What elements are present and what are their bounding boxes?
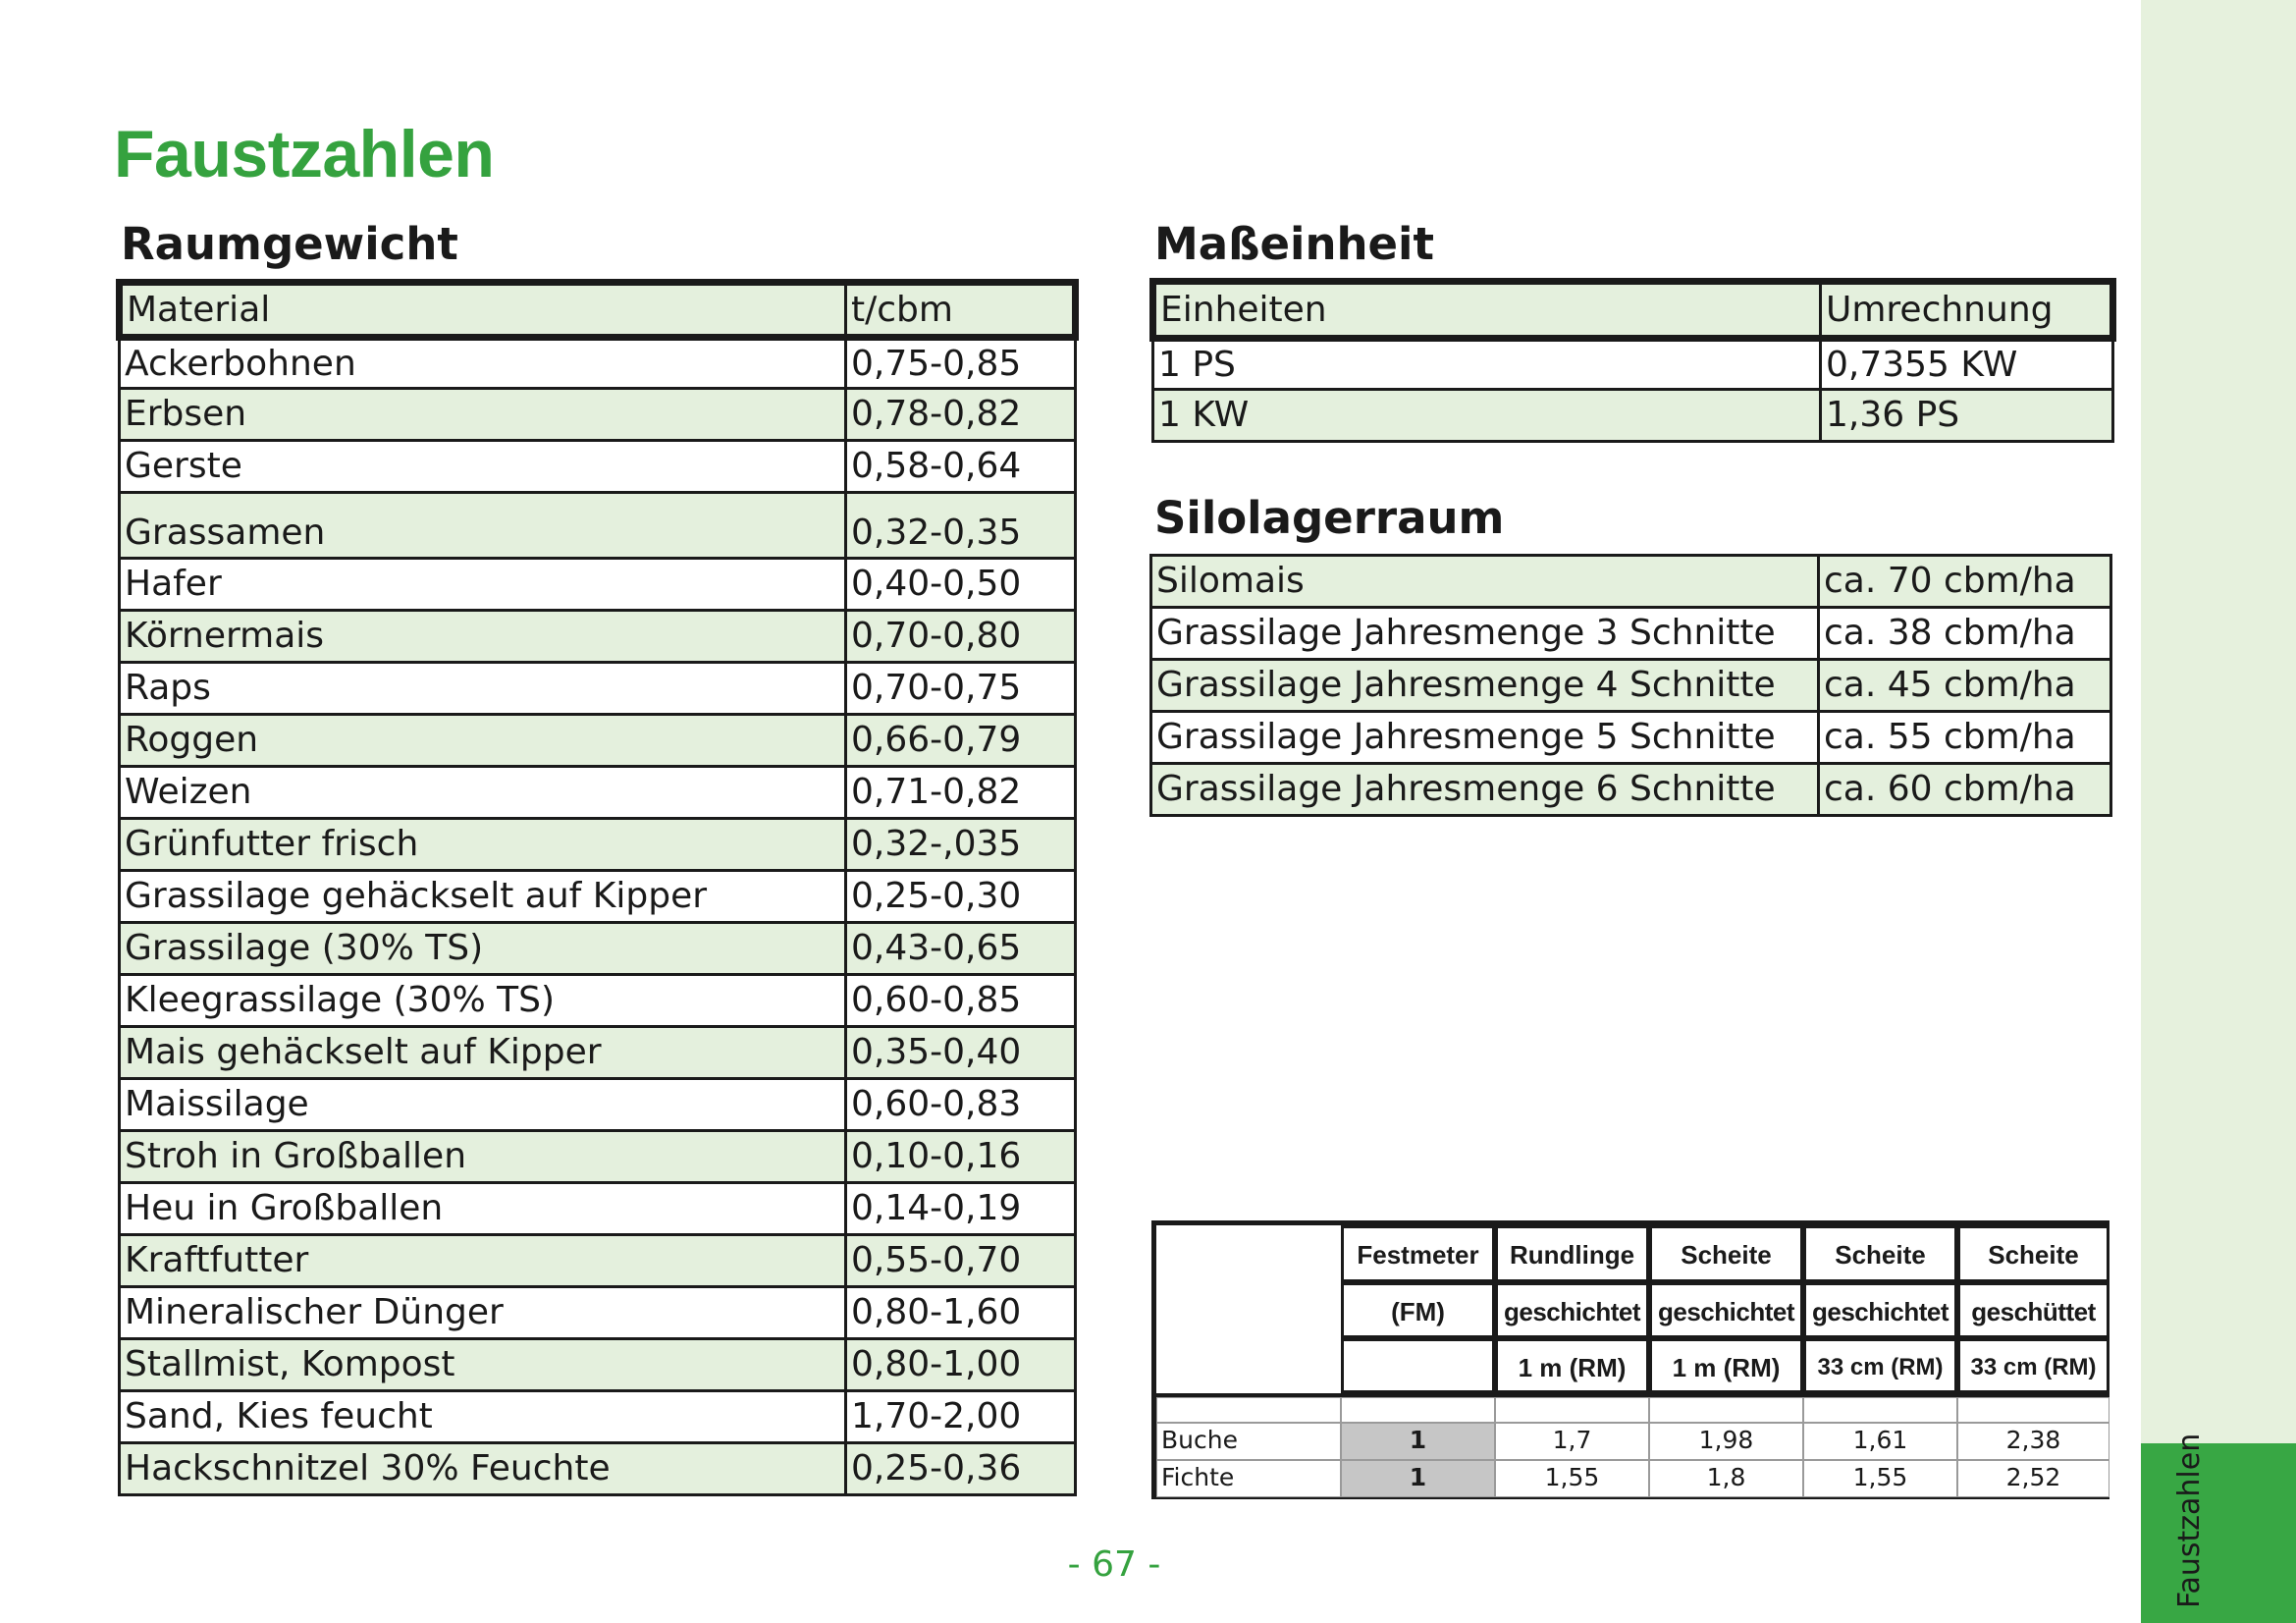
wood-value: 1,98: [1649, 1423, 1803, 1460]
cell-value: 1,70-2,00: [846, 1391, 1076, 1443]
cell-value: 0,32-,035: [846, 819, 1076, 871]
column-header: Material: [120, 283, 846, 338]
cell-material: Grünfutter frisch: [120, 819, 846, 871]
cell-silo-volume: ca. 60 cbm/ha: [1819, 764, 2111, 816]
cell-silo-type: Grassilage Jahresmenge 4 Schnitte: [1151, 660, 1819, 712]
wood-species: Buche: [1156, 1423, 1341, 1460]
cell-material: Sand, Kies feucht: [120, 1391, 846, 1443]
wood-header-cell: (FM): [1341, 1282, 1495, 1338]
wood-header-cell: 1 m (RM): [1649, 1338, 1803, 1393]
wood-value: 1: [1341, 1423, 1495, 1460]
cell-value: 0,55-0,70: [846, 1235, 1076, 1287]
cell-material: Heu in Großballen: [120, 1183, 846, 1235]
wood-value: 1,55: [1803, 1460, 1957, 1497]
cell-value: 0,35-0,40: [846, 1027, 1076, 1079]
cell-value: 0,66-0,79: [846, 715, 1076, 767]
wood-spacer-cell: [1156, 1397, 1341, 1423]
wood-spacer-cell: [1649, 1397, 1803, 1423]
table-row: [120, 1287, 1076, 1339]
wood-header-cell: Scheite: [1957, 1225, 2109, 1282]
table-row: [120, 663, 1076, 715]
cell-material: Gerste: [120, 441, 846, 493]
page-title: Faustzahlen: [114, 117, 495, 191]
wood-value: 1,61: [1803, 1423, 1957, 1460]
wood-header-cell: 33 cm (RM): [1957, 1338, 2109, 1393]
table-row: [120, 1235, 1076, 1287]
table-row: [120, 1183, 1076, 1235]
cell-value: 0,40-0,50: [846, 559, 1076, 611]
cell-value: 0,25-0,36: [846, 1443, 1076, 1495]
table-row: [120, 1079, 1076, 1131]
side-tab[interactable]: [2141, 1443, 2296, 1623]
cell-unit: 1 KW: [1153, 390, 1821, 442]
wood-value: 1: [1341, 1460, 1495, 1497]
cell-material: Grassilage (30% TS): [120, 923, 846, 975]
cell-material: Mais gehäckselt auf Kipper: [120, 1027, 846, 1079]
cell-material: Weizen: [120, 767, 846, 819]
cell-value: 0,60-0,83: [846, 1079, 1076, 1131]
column-header: t/cbm: [846, 283, 1076, 338]
table-row: [120, 493, 1076, 559]
wood-value: 1,55: [1495, 1460, 1649, 1497]
table-row: [120, 389, 1076, 441]
table-row: [120, 1131, 1076, 1183]
cell-material: Grassamen: [120, 493, 846, 559]
cell-material: Maissilage: [120, 1079, 846, 1131]
cell-material: Stroh in Großballen: [120, 1131, 846, 1183]
table-row: [1151, 712, 2111, 764]
cell-value: 0,71-0,82: [846, 767, 1076, 819]
table-header-row: [1153, 282, 2113, 339]
cell-value: 0,58-0,64: [846, 441, 1076, 493]
table-row: [120, 441, 1076, 493]
cell-material: Körnermais: [120, 611, 846, 663]
table-row: [120, 1391, 1076, 1443]
table-row: [120, 767, 1076, 819]
table-row: [1153, 339, 2113, 390]
wood-header-cell: 33 cm (RM): [1803, 1338, 1957, 1393]
wood-value: 2,38: [1957, 1423, 2109, 1460]
table-row: [120, 1443, 1076, 1495]
table-row: [1151, 764, 2111, 816]
masseinheit-table: [1149, 278, 2116, 443]
wood-header-cell: Scheite: [1803, 1225, 1957, 1282]
table-row: [120, 1027, 1076, 1079]
cell-value: 0,70-0,80: [846, 611, 1076, 663]
wood-spacer-cell: [1495, 1397, 1649, 1423]
cell-value: 0,78-0,82: [846, 389, 1076, 441]
raumgewicht-heading: Raumgewicht: [121, 218, 458, 270]
page-number: - 67 -: [1067, 1544, 1161, 1585]
side-tab-label: Faustzahlen: [2172, 1433, 2207, 1608]
table-row: [120, 1339, 1076, 1391]
wood-spacer-cell: [1803, 1397, 1957, 1423]
cell-value: 0,80-1,60: [846, 1287, 1076, 1339]
wood-header-cell: 1 m (RM): [1495, 1338, 1649, 1393]
cell-silo-volume: ca. 55 cbm/ha: [1819, 712, 2111, 764]
wood-header-cell: geschichtet: [1803, 1282, 1957, 1338]
cell-material: Mineralischer Dünger: [120, 1287, 846, 1339]
wood-header-cell: geschüttet: [1957, 1282, 2109, 1338]
wood-header-cell: Festmeter: [1341, 1225, 1495, 1282]
table-row: [120, 819, 1076, 871]
cell-material: Roggen: [120, 715, 846, 767]
table-row: [120, 923, 1076, 975]
wood-header-cell: geschichtet: [1495, 1282, 1649, 1338]
cell-material: Kraftfutter: [120, 1235, 846, 1287]
table-row: [1153, 390, 2113, 442]
wood-spacer-cell: [1957, 1397, 2109, 1423]
cell-silo-type: Grassilage Jahresmenge 6 Schnitte: [1151, 764, 1819, 816]
cell-value: 0,32-0,35: [846, 493, 1076, 559]
cell-value: 0,14-0,19: [846, 1183, 1076, 1235]
cell-material: Erbsen: [120, 389, 846, 441]
cell-material: Hackschnitzel 30% Feuchte: [120, 1443, 846, 1495]
column-header: Einheiten: [1153, 282, 1821, 339]
table-header-row: [120, 283, 1076, 338]
cell-value: 0,75-0,85: [846, 338, 1076, 389]
cell-material: Ackerbohnen: [120, 338, 846, 389]
cell-silo-type: Silomais: [1151, 556, 1819, 608]
side-strip: [2141, 0, 2296, 1623]
wood-value: 1,7: [1495, 1423, 1649, 1460]
cell-value: 0,43-0,65: [846, 923, 1076, 975]
cell-value: 0,25-0,30: [846, 871, 1076, 923]
cell-conversion: 1,36 PS: [1821, 390, 2113, 442]
cell-material: Stallmist, Kompost: [120, 1339, 846, 1391]
wood-value: 2,52: [1957, 1460, 2109, 1497]
raumgewicht-table: [116, 279, 1079, 1496]
table-row: [120, 975, 1076, 1027]
cell-conversion: 0,7355 KW: [1821, 339, 2113, 390]
wood-header-cell: Rundlinge: [1495, 1225, 1649, 1282]
cell-material: Raps: [120, 663, 846, 715]
wood-header-cell: Scheite: [1649, 1225, 1803, 1282]
cell-value: 0,80-1,00: [846, 1339, 1076, 1391]
cell-material: Kleegrassilage (30% TS): [120, 975, 846, 1027]
cell-silo-volume: ca. 70 cbm/ha: [1819, 556, 2111, 608]
silolagerraum-table: [1149, 554, 2112, 817]
table-row: [120, 871, 1076, 923]
cell-silo-type: Grassilage Jahresmenge 3 Schnitte: [1151, 608, 1819, 660]
cell-value: 0,60-0,85: [846, 975, 1076, 1027]
table-row: [120, 611, 1076, 663]
cell-silo-volume: ca. 45 cbm/ha: [1819, 660, 2111, 712]
cell-silo-volume: ca. 38 cbm/ha: [1819, 608, 2111, 660]
table-row: [120, 715, 1076, 767]
column-header: Umrechnung: [1821, 282, 2113, 339]
wood-header-cell: geschichtet: [1649, 1282, 1803, 1338]
table-row: [1151, 660, 2111, 712]
wood-spacer-cell: [1341, 1397, 1495, 1423]
table-row: [120, 559, 1076, 611]
table-row: [1151, 556, 2111, 608]
table-row: [1151, 608, 2111, 660]
cell-silo-type: Grassilage Jahresmenge 5 Schnitte: [1151, 712, 1819, 764]
cell-value: 0,70-0,75: [846, 663, 1076, 715]
cell-material: Hafer: [120, 559, 846, 611]
wood-header-cell: [1341, 1338, 1495, 1393]
wood-conversion-table: [1151, 1220, 2109, 1499]
wood-species: Fichte: [1156, 1460, 1341, 1497]
silolagerraum-heading: Silolagerraum: [1154, 492, 1505, 544]
cell-value: 0,10-0,16: [846, 1131, 1076, 1183]
cell-unit: 1 PS: [1153, 339, 1821, 390]
cell-material: Grassilage gehäckselt auf Kipper: [120, 871, 846, 923]
wood-value: 1,8: [1649, 1460, 1803, 1497]
masseinheit-heading: Maßeinheit: [1154, 218, 1434, 270]
table-row: [120, 338, 1076, 389]
